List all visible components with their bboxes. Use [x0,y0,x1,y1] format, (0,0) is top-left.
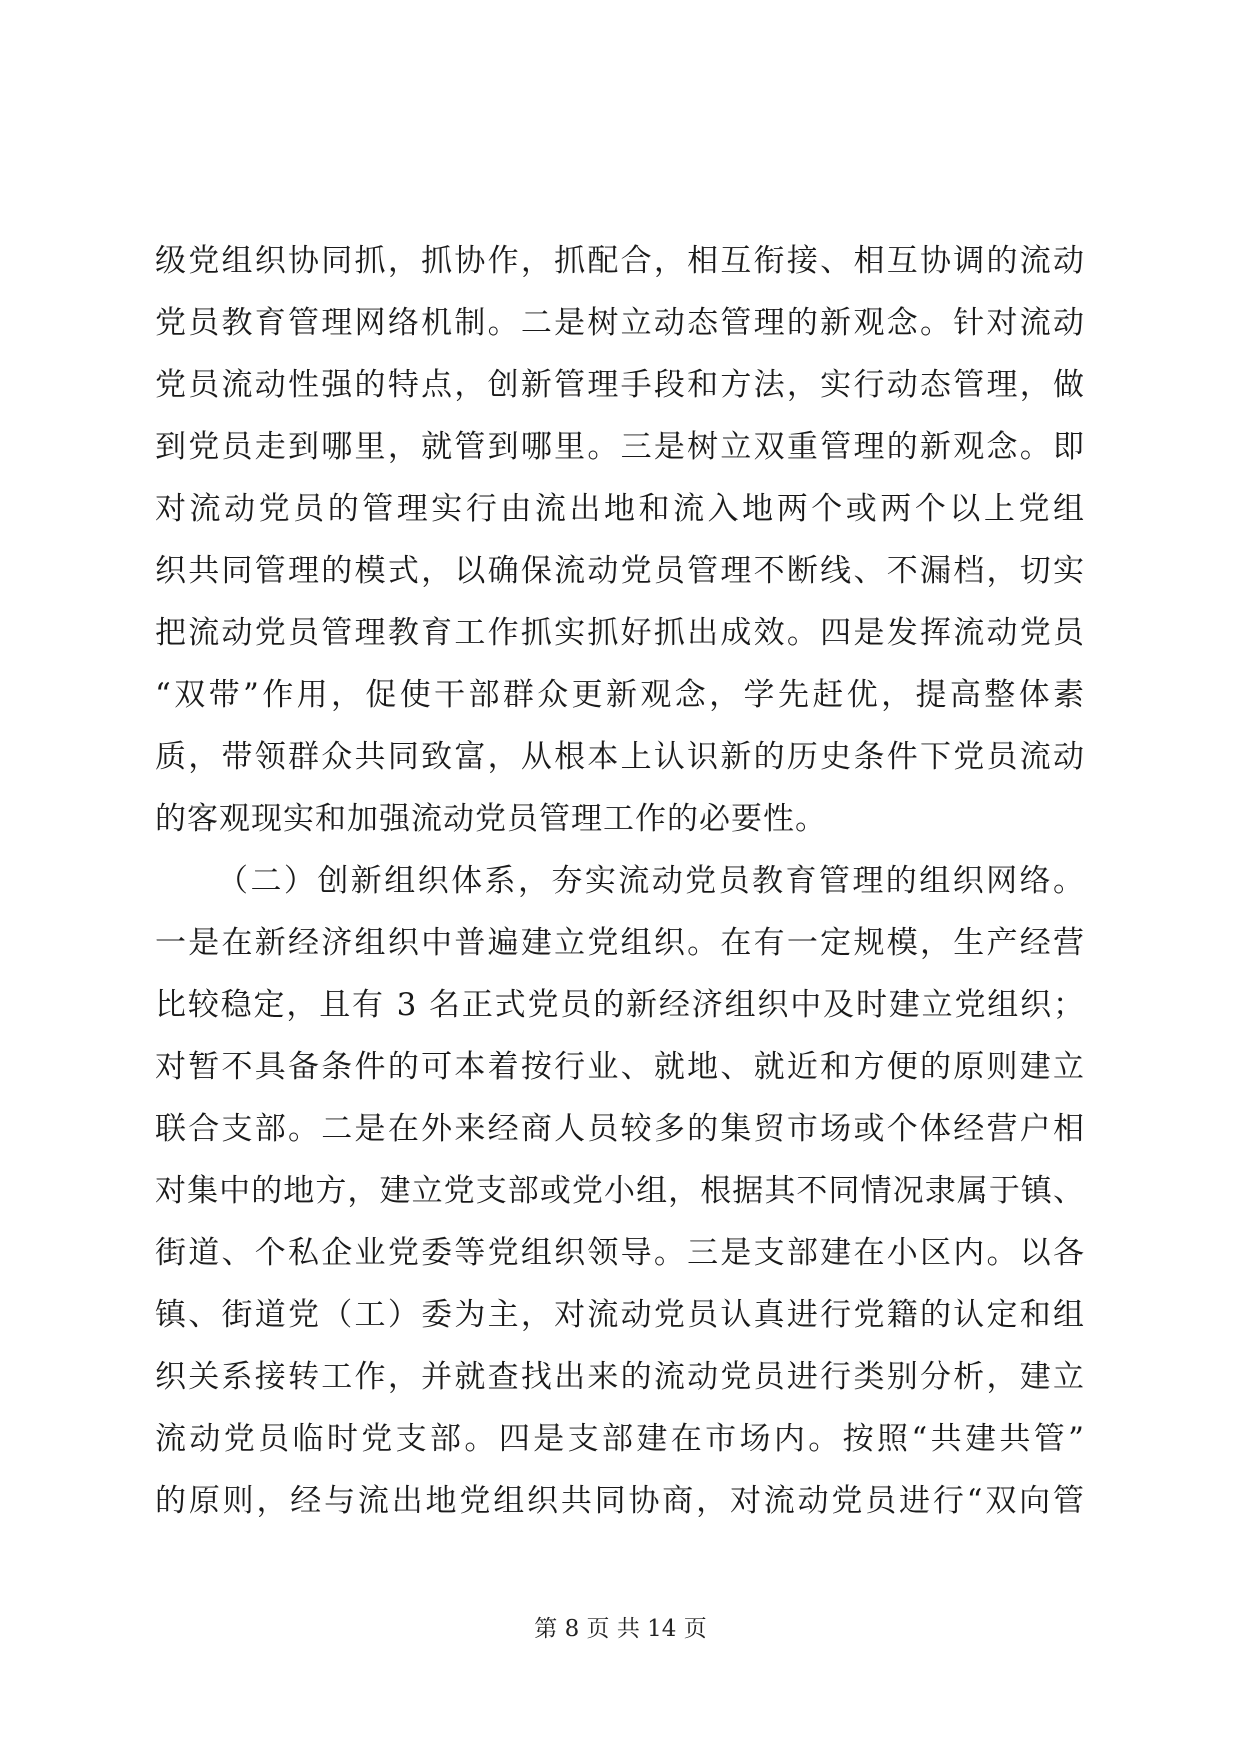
text-line: 质，带领群众共同致富，从根本上认识新的历史条件下党员流动 [155,739,1085,775]
text-line: 联合支部。二是在外来经商人员较多的集贸市场或个体经营户相 [155,1111,1085,1147]
text-line: 党员教育管理网络机制。二是树立动态管理的新观念。针对流动 [155,305,1085,341]
text-line: 街道、个私企业党委等党组织领导。三是支部建在小区内。以各 [155,1235,1085,1271]
text-line: 织关系接转工作，并就查找出来的流动党员进行类别分析，建立 [155,1359,1085,1395]
text-line: 把流动党员管理教育工作抓实抓好抓出成效。四是发挥流动党员 [155,615,1085,651]
document-body [155,230,1085,1532]
text-line: 的原则，经与流出地党组织共同协商，对流动党员进行“双向管 [155,1483,1085,1519]
text-line: “双带”作用，促使干部群众更新观念，学先赶优，提高整体素 [155,677,1085,713]
page-number-footer: 第 8 页 共 14 页 [534,1616,707,1642]
text-line: 一是在新经济组织中普遍建立党组织。在有一定规模，生产经营 [155,925,1085,961]
text-line: 级党组织协同抓，抓协作，抓配合，相互衔接、相互协调的流动 [155,243,1085,279]
text-line: 党员流动性强的特点，创新管理手段和方法，实行动态管理，做 [155,367,1085,403]
section-heading-line: （二）创新组织体系，夯实流动党员教育管理的组织网络。 [217,863,1085,899]
text-line: 到党员走到哪里，就管到哪里。三是树立双重管理的新观念。即 [155,429,1085,465]
text-line: 对流动党员的管理实行由流出地和流入地两个或两个以上党组 [155,491,1085,527]
text-line: 比较稳定，且有 3 名正式党员的新经济组织中及时建立党组织； [155,987,1085,1023]
text-line: 对集中的地方，建立党支部或党小组，根据其不同情况隶属于镇、 [155,1173,1085,1209]
text-line: 镇、街道党（工）委为主，对流动党员认真进行党籍的认定和组 [155,1297,1085,1333]
paragraph-end-line: 的客观现实和加强流动党员管理工作的必要性。 [155,801,827,837]
text-line: 对暂不具备条件的可本着按行业、就地、就近和方便的原则建立 [155,1049,1085,1085]
text-line: 织共同管理的模式，以确保流动党员管理不断线、不漏档，切实 [155,553,1085,589]
text-line: 流动党员临时党支部。四是支部建在市场内。按照“共建共管” [155,1421,1085,1457]
